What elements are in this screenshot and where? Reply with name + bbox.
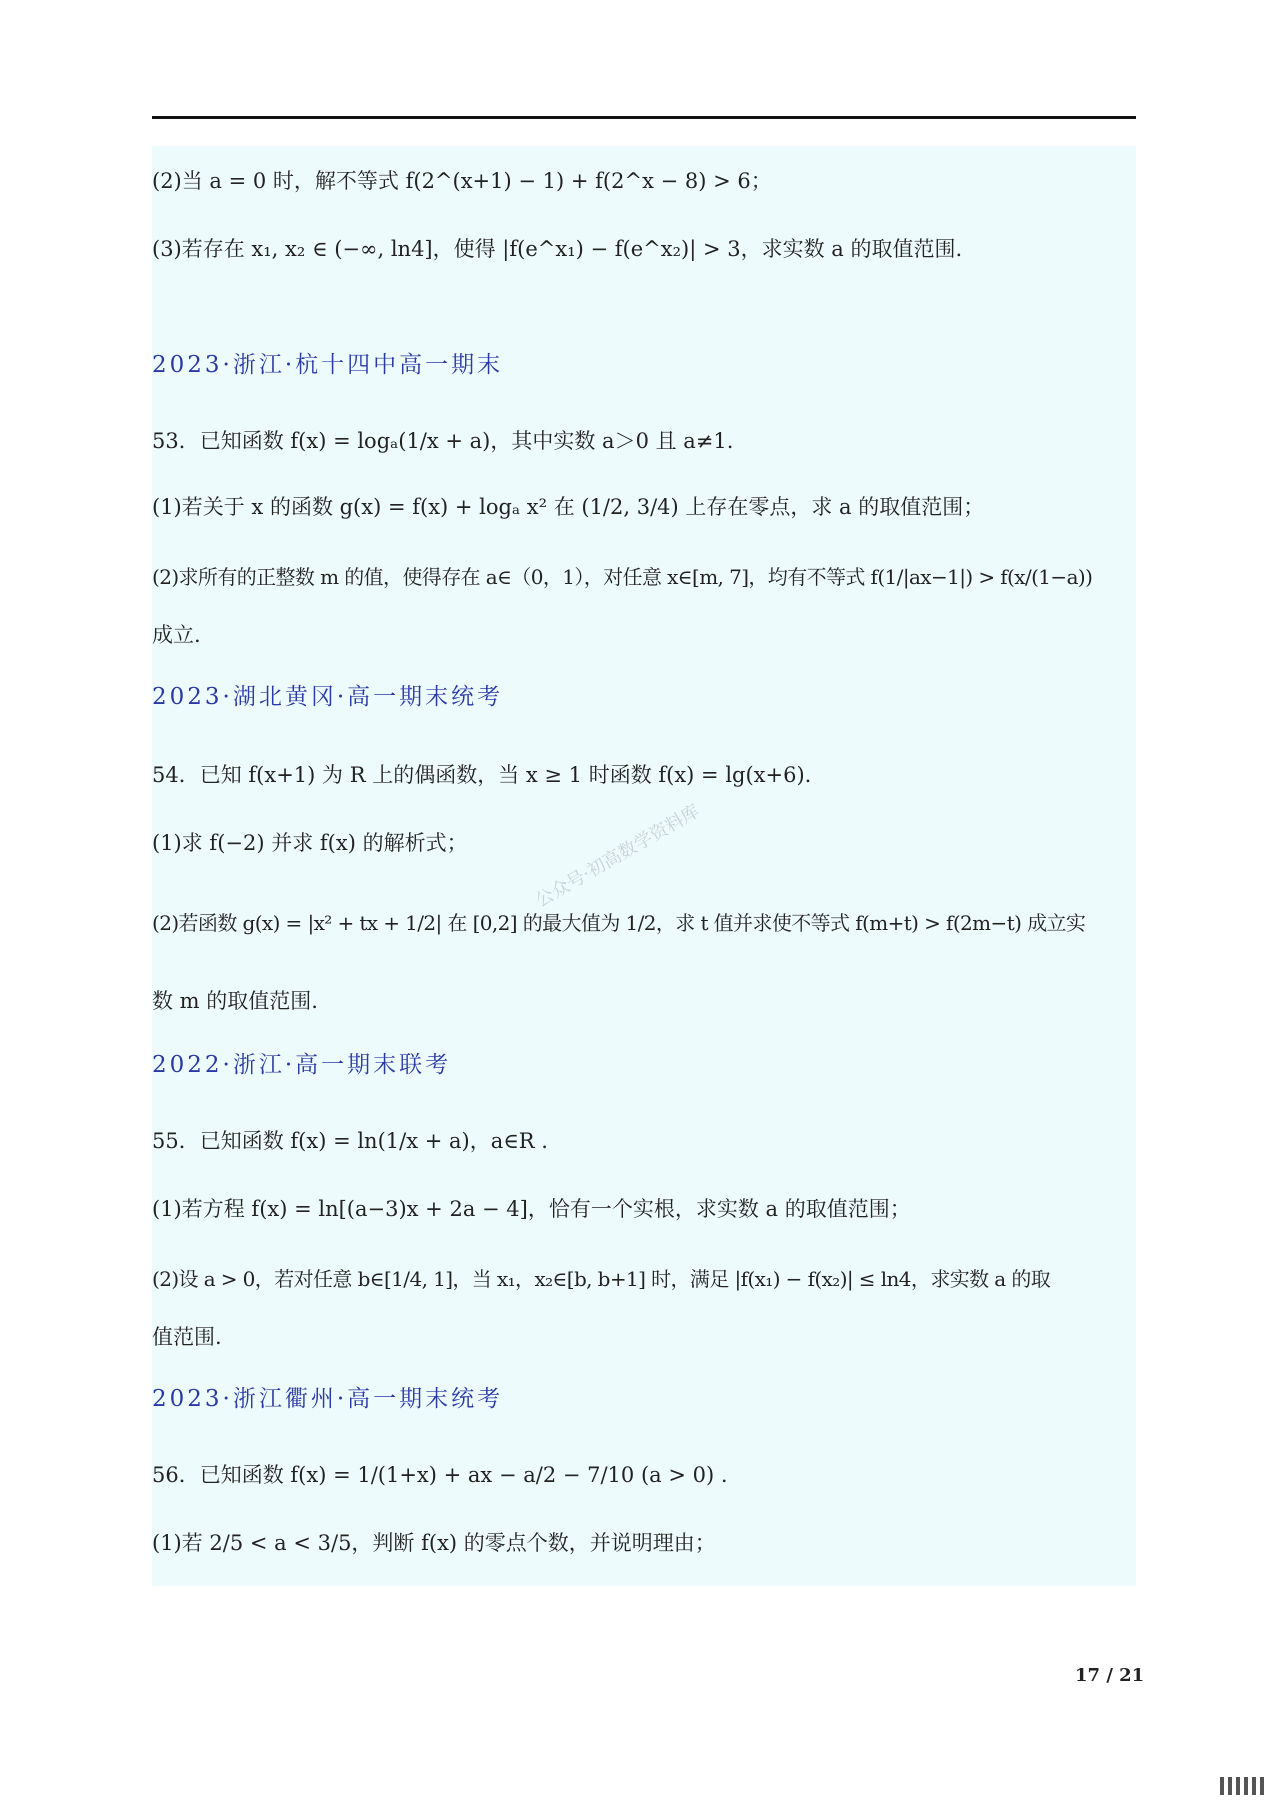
problem-53-stem: 53．已知函数 f(x) = logₐ(1/x + a)，其中实数 a＞0 且 a≠1. [152, 429, 734, 453]
source-heading-55: 2022·浙江·高一期末联考 [152, 1052, 452, 1078]
problem-55-part2: (2)设 a > 0，若对任意 b∈[1/4, 1]，当 x₁，x₂∈[b, b+1] 时，满足 |f(x₁) − f(x₂)| ≤ ln4，求实数 a 的取 [152, 1267, 1051, 1291]
source-heading-53: 2023·浙江·杭十四中高一期末 [152, 352, 504, 378]
problem-55-stem: 55．已知函数 f(x) = ln(1/x + a)，a∈R . [152, 1129, 548, 1153]
problem-54-stem: 54．已知 f(x+1) 为 R 上的偶函数，当 x ≥ 1 时函数 f(x) = lg(x+6). [152, 763, 812, 787]
page-number: 17 / 21 [1075, 1665, 1145, 1686]
problem-area [152, 146, 1136, 1586]
problem-53-part2-cont: 成立. [152, 623, 201, 647]
problem-55-part2-cont: 值范围. [152, 1325, 222, 1349]
problem-53-part2: (2)求所有的正整数 m 的值，使得存在 a∈（0，1），对任意 x∈[m, 7]，均有不等式 f(1/|ax−1|) > f(x/(1−a)) [152, 565, 1093, 589]
source-heading-56: 2023·浙江衢州·高一期末统考 [152, 1386, 504, 1412]
problem-53-part1: (1)若关于 x 的函数 g(x) = f(x) + logₐ x² 在 (1/2, 3/4) 上存在零点，求 a 的取值范围； [152, 495, 985, 519]
problem-54-part2-cont: 数 m 的取值范围. [152, 989, 318, 1013]
problem-52-part3: (3)若存在 x₁, x₂ ∈ (−∞, ln4]，使得 |f(e^x₁) − f(e^x₂)| > 3，求实数 a 的取值范围. [152, 237, 963, 261]
problem-56-part1: (1)若 2/5 < a < 3/5，判断 f(x) 的零点个数，并说明理由； [152, 1531, 716, 1555]
signal-bars-icon [1220, 1775, 1270, 1802]
problem-56-stem: 56．已知函数 f(x) = 1/(1+x) + ax − a/2 − 7/10 (a > 0) . [152, 1463, 728, 1487]
watermark: 公众号·初高数学资料库 [532, 800, 704, 912]
problem-54-part2: (2)若函数 g(x) = |x² + tx + 1/2| 在 [0,2] 的最大值为 1/2，求 t 值并求使不等式 f(m+t) > f(2m−t) 成立实 [152, 911, 1086, 935]
problem-55-part1: (1)若方程 f(x) = ln[(a−3)x + 2a − 4]，恰有一个实根，求实数 a 的取值范围； [152, 1197, 911, 1221]
problem-54-part1: (1)求 f(−2) 并求 f(x) 的解析式； [152, 831, 468, 855]
problem-52-part2: (2)当 a = 0 时，解不等式 f(2^(x+1) − 1) + f(2^x − 8) > 6； [152, 169, 772, 193]
header-rule [152, 116, 1136, 119]
source-heading-54: 2023·湖北黄冈·高一期末统考 [152, 684, 504, 710]
